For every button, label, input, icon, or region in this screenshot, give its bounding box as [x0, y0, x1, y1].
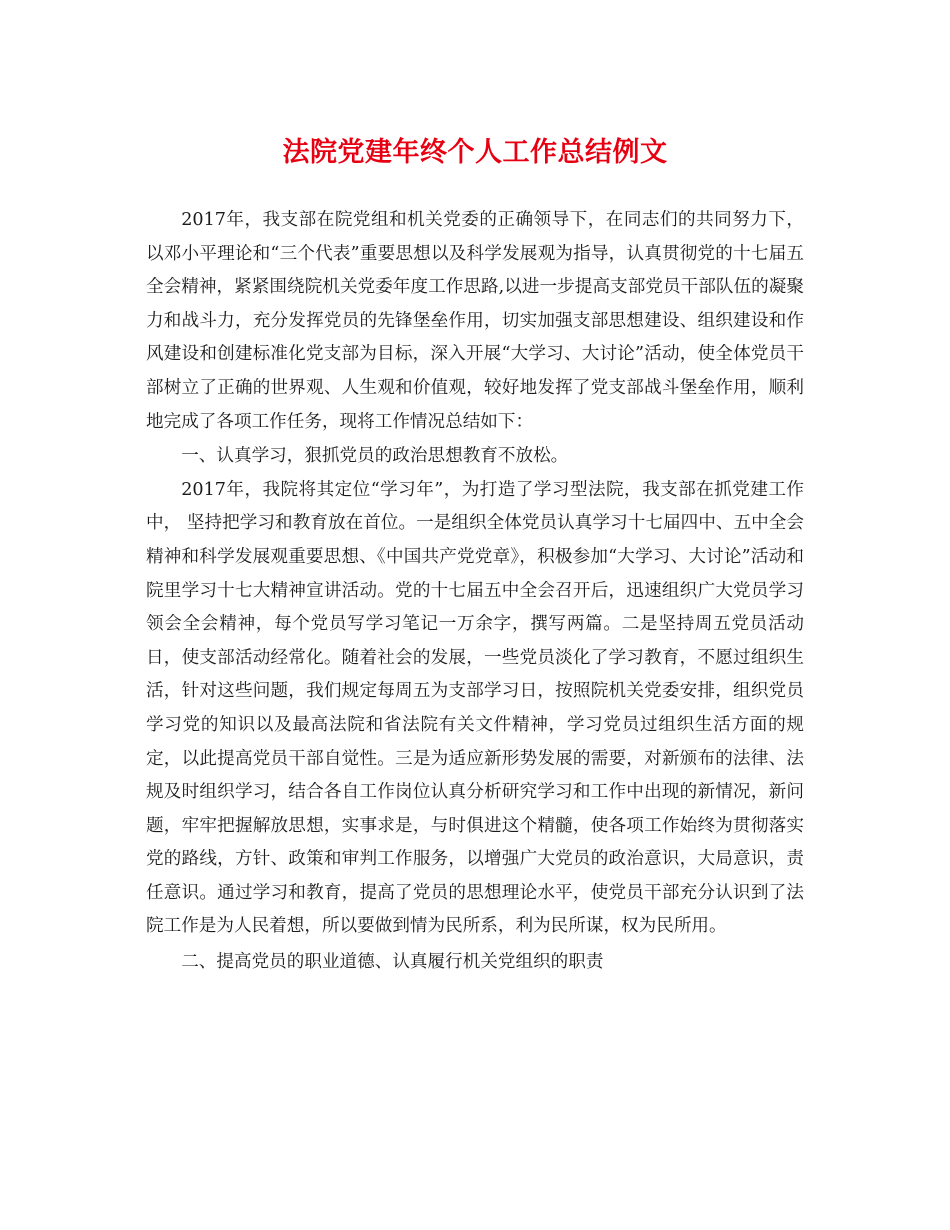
paragraph-intro: 2017年，我支部在院党组和机关党委的正确领导下，在同志们的共同努力下，以邓小平理论和“三个代表”重要思想以及科学发展观为指导，认真贯彻党的十七届五全会精神，紧紧围绕院机关党委年度工作思路,以进一步提高支部党员干部队伍的凝聚力和战斗力，充分发挥党员的先锋堡垒作用，切实加强支部思想建设、组织建设和作风建设和创建标准化党支部为目标，深入开展“大学习、大讨论”活动，使全体党员干部树立了正确的世界观、人生观和价值观，较好地发挥了党支部战斗堡垒作用，顺利地完成了各项工作任务，现将工作情况总结如下：	[146, 210, 804, 432]
document-body	[146, 204, 804, 980]
section-heading-1: 一、认真学习，狠抓党员的政治思想教育不放松。	[181, 446, 569, 467]
paragraph-study: 2017年，我院将其定位“学习年”，为打造了学习型法院，我支部在抓党建工作中， 坚持把学习和教育放在首位。一是组织全体党员认真学习十七届四中、五中全会精神和科学发展观重要思想、《中国共产党党章》，积极参加“大学习、大讨论”活动和院里学习十七大精神宣讲活动。党的十七届五中全会召开后，迅速组织广大党员学习领会全会精神，每个党员写学习笔记一万余字，撰写两篇。二是坚持周五党员活动日，使支部活动经常化。随着社会的发展，一些党员淡化了学习教育，不愿过组织生活，针对这些问题，我们规定每周五为支部学习日，按照院机关党委安排，组织党员学习党的知识以及最高法院和省法院有关文件精神，学习党员过组织生活方面的规定，以此提高党员干部自觉性。三是为适应新形势发展的需要，对新颁布的法律、法规及时组织学习，结合各自工作岗位认真分析研究学习和工作中出现的新情况，新问题，牢牢把握解放思想，实事求是，与时俱进这个精髓，使各项工作始终为贯彻落实党的路线，方针、政策和审判工作服务，以增强广大党员的政治意识，大局意识，责任意识。通过学习和教育，提高了党员的思想理论水平，使党员干部充分认识到了法院工作是为人民着想，所以要做到情为民所系，利为民所谋，权为民所用。	[146, 479, 804, 937]
section-heading-2: 二、提高党员的职业道德、认真履行机关党组织的职责	[181, 952, 604, 973]
document-title: 法院党建年终个人工作总结例文	[282, 137, 668, 168]
